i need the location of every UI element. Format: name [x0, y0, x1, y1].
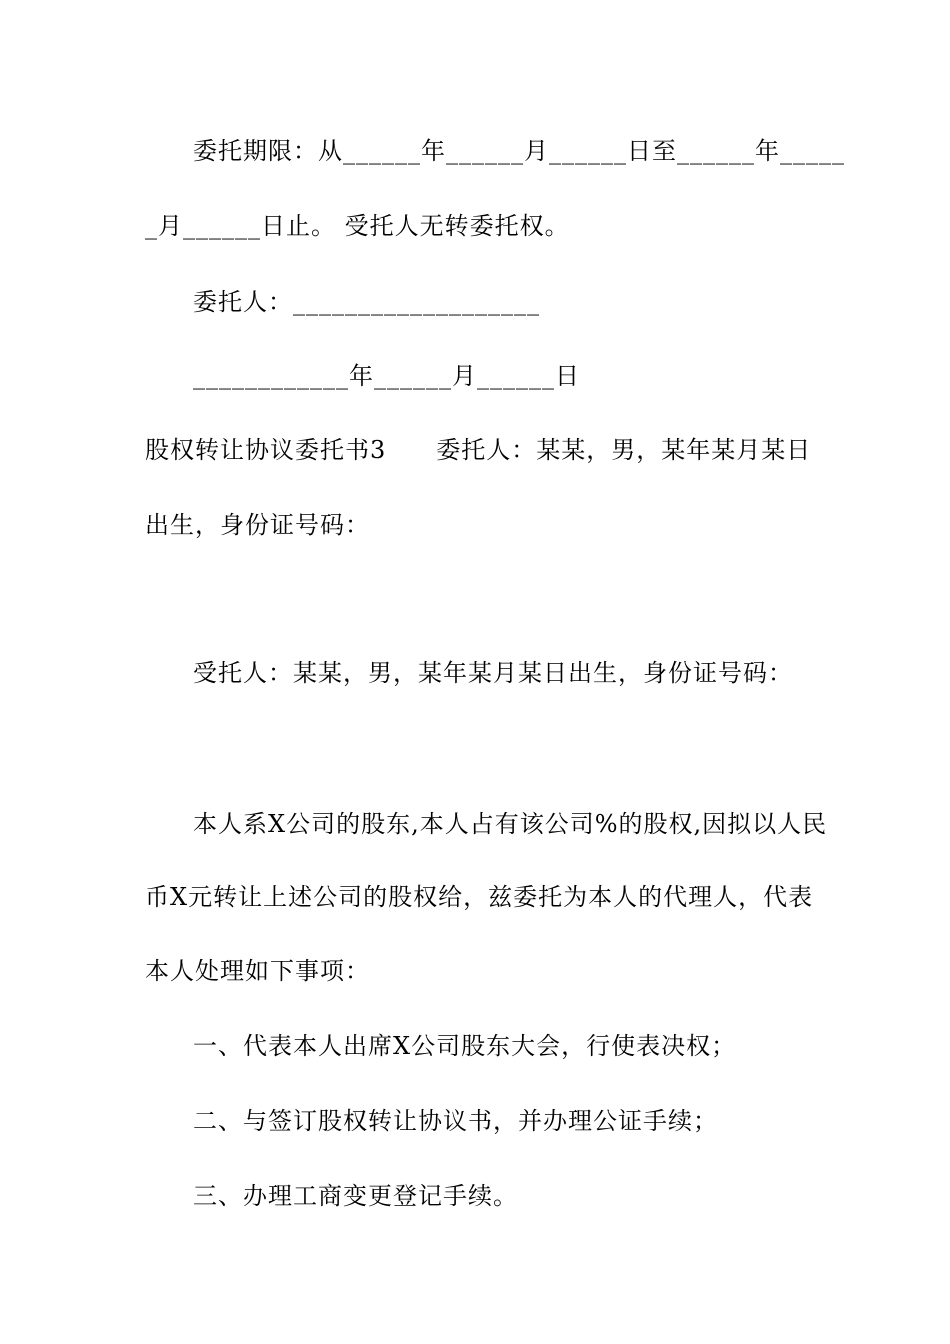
- body-paragraph-line-1: 本人系X公司的股东,本人占有该公司%的股权,因拟以人民: [193, 810, 828, 838]
- item-two: 二、与签订股权转让协议书，并办理公证手续；: [193, 1107, 718, 1135]
- item-three: 三、办理工商变更登记手续。: [193, 1182, 518, 1210]
- signature-date-line: ____________年______月______日: [193, 362, 580, 390]
- body-paragraph-line-3: 本人处理如下事项：: [145, 957, 370, 985]
- agent-info-line: 受托人：某某，男，某年某月某日出生，身份证号码：: [193, 659, 793, 687]
- principal-signature-line: 委托人：___________________: [193, 288, 540, 316]
- principal-id-line: 出生，身份证号码：: [145, 511, 370, 539]
- section-heading-line: 股权转让协议委托书3 委托人：某某，男，某年某月某日: [145, 436, 812, 464]
- body-paragraph-line-2: 币X元转让上述公司的股权给，兹委托为本人的代理人，代表: [145, 883, 814, 911]
- item-one: 一、代表本人出席X公司股东大会，行使表决权；: [193, 1032, 737, 1060]
- entrust-period-end-line: _月______日止。 受托人无转委托权。: [145, 212, 570, 240]
- entrust-period-line: 委托期限：从______年______月______日至______年_____: [193, 137, 845, 165]
